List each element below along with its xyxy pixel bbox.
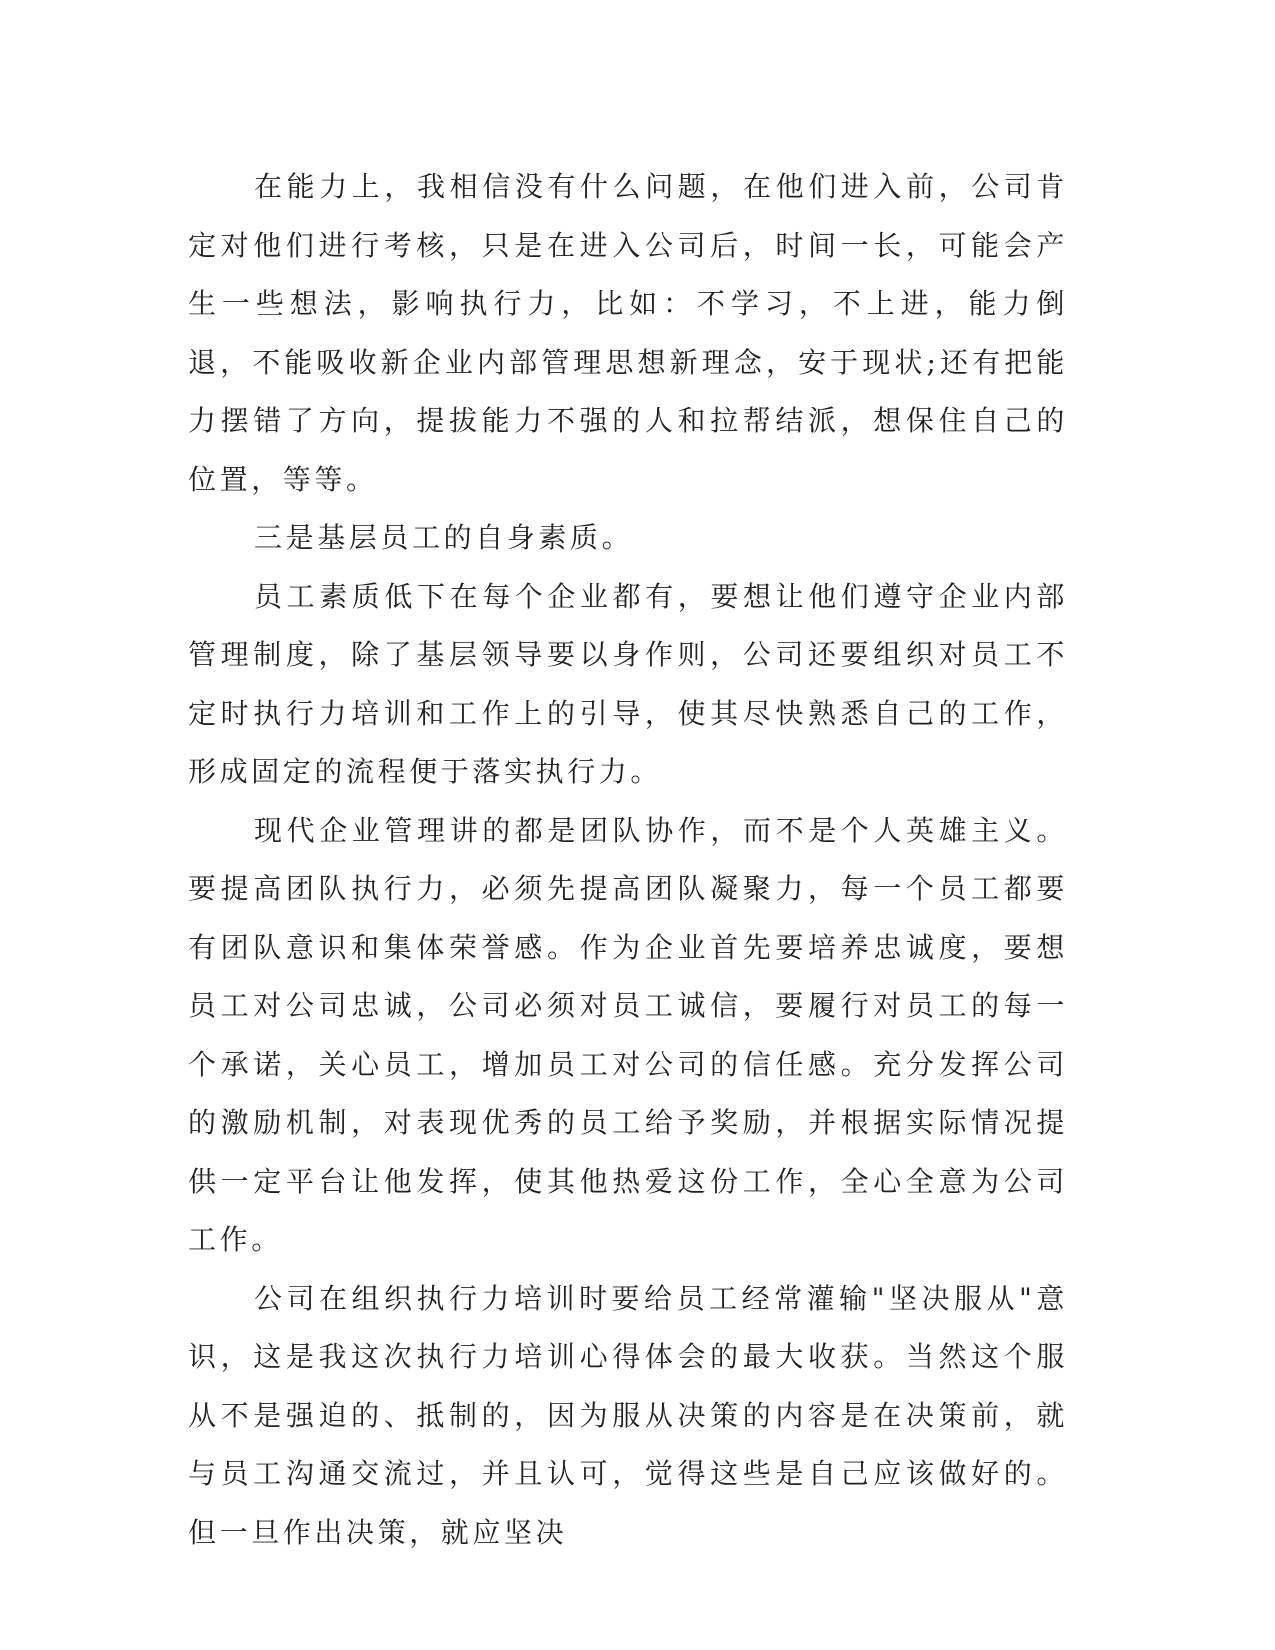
paragraph-heading-employee-quality: 三是基层员工的自身素质。 [254,521,634,554]
paragraph-obedience: 公司在组织执行力培训时要给员工经常灌输"坚决服从"意识，这是我这次执行力培训心得体会的最大收获。当然这个服从不是强迫的、抵制的，因为服从决策的内容是在决策前，就与员工沟通交流过，并且认可，觉得这些是自己应该做好的。但一旦作出决策，就应坚决 [188,1281,1068,1549]
paragraph-ability: 在能力上，我相信没有什么问题，在他们进入前，公司肯定对他们进行考核，只是在进入公司后，时间一长，可能会产生一些想法，影响执行力，比如：不学习，不上进，能力倒退，不能吸收新企业内部管理思想新理念，安于现状;还有把能力摆错了方向，提拔能力不强的人和拉帮结派，想保住自己的位置，等等。 [188,170,1068,496]
paragraph-teamwork: 现代企业管理讲的都是团队协作，而不是个人英雄主义。要提高团队执行力，必须先提高团队凝聚力，每一个员工都要有团队意识和集体荣誉感。作为企业首先要培养忠诚度，要想员工对公司忠诚，公司必须对员工诚信，要履行对员工的每一个承诺，关心员工，增加员工对公司的信任感。充分发挥公司的激励机制，对表现优秀的员工给予奖励，并根据实际情况提供一定平台让他发挥，使其他热爱这份工作，全心全意为公司工作。 [188,813,1068,1256]
paragraph-employee-quality: 员工素质低下在每个企业都有，要想让他们遵守企业内部管理制度，除了基层领导要以身作则，公司还要组织对员工不定时执行力培训和工作上的引导，使其尽快熟悉自己的工作，形成固定的流程便于落实执行力。 [188,579,1068,788]
document-body [188,158,1068,1562]
